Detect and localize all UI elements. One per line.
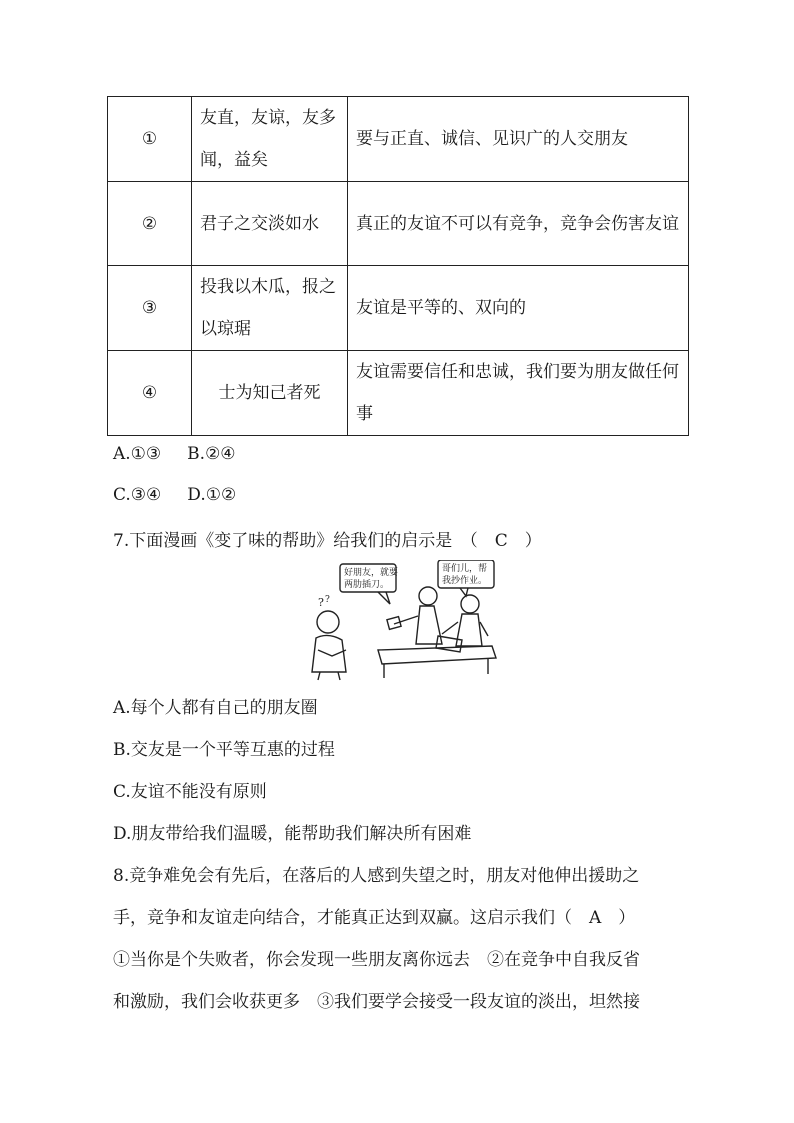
q6-option-a: A.①③ <box>113 444 162 464</box>
row-number: ④ <box>108 351 192 436</box>
q7-stem: 7.下面漫画《变了味的帮助》给我们的启示是 （ C ） <box>113 531 542 551</box>
q6-options-row-2 <box>113 485 236 505</box>
row-number: ③ <box>108 266 192 351</box>
q6-options-row-1 <box>113 444 236 464</box>
meaning-cell: 友谊是平等的、双向的 <box>348 266 689 351</box>
row-number: ① <box>108 97 192 182</box>
saying-cell: 友直，友谅，友多闻，益矣 <box>192 97 348 182</box>
friendship-sayings-table <box>107 96 689 436</box>
svg-text:?: ? <box>325 595 330 605</box>
q7-option-d: D.朋友带给我们温暖，能帮助我们解决所有困难 <box>113 824 472 844</box>
q8-line-1: 8.竞争难免会有先后，在落后的人感到失望之时，朋友对他伸出援助之 <box>113 866 640 886</box>
comic-bubble-right-line1: 哥们儿，帮 <box>442 564 488 574</box>
q6-option-b: B.②④ <box>187 444 236 464</box>
q8-line-3: ①当你是个失败者，你会发现一些朋友离你远去 ②在竞争中自我反省 <box>113 950 640 970</box>
q8-line-4: 和激励，我们会收获更多 ③我们要学会接受一段友谊的淡出，坦然接 <box>113 992 640 1012</box>
comic-bubble-left-line2: 两肋插刀。 <box>344 580 390 590</box>
q7-option-a: A.每个人都有自己的朋友圈 <box>113 698 318 718</box>
comic-bubble-right-line2: 我抄作业。 <box>442 576 488 586</box>
q8-line-2: 手，竞争和友谊走向结合，才能真正达到双赢。这启示我们（ A ） <box>113 908 636 928</box>
q7-option-c: C.友谊不能没有原则 <box>113 782 267 802</box>
table-row <box>108 97 689 182</box>
svg-text:?: ? <box>318 596 324 609</box>
table-row <box>108 351 689 436</box>
q7-option-b: B.交友是一个平等互惠的过程 <box>113 740 335 760</box>
q6-option-d: D.①② <box>187 485 237 505</box>
meaning-cell: 要与正直、诚信、见识广的人交朋友 <box>348 97 689 182</box>
row-number: ② <box>108 182 192 266</box>
saying-cell: 君子之交淡如水 <box>192 182 348 266</box>
saying-cell: 投我以木瓜，报之以琼琚 <box>192 266 348 351</box>
table-row <box>108 182 689 266</box>
q6-option-c: C.③④ <box>113 485 162 505</box>
saying-cell: 士为知己者死 <box>192 351 348 436</box>
table-row <box>108 266 689 351</box>
comic-bubble-left-line1: 好朋友，就要 <box>344 568 399 578</box>
meaning-cell: 友谊需要信任和忠诚，我们要为朋友做任何事 <box>348 351 689 436</box>
meaning-cell: 真正的友谊不可以有竞争，竞争会伤害友谊 <box>348 182 689 266</box>
comic-illustration <box>292 560 502 682</box>
